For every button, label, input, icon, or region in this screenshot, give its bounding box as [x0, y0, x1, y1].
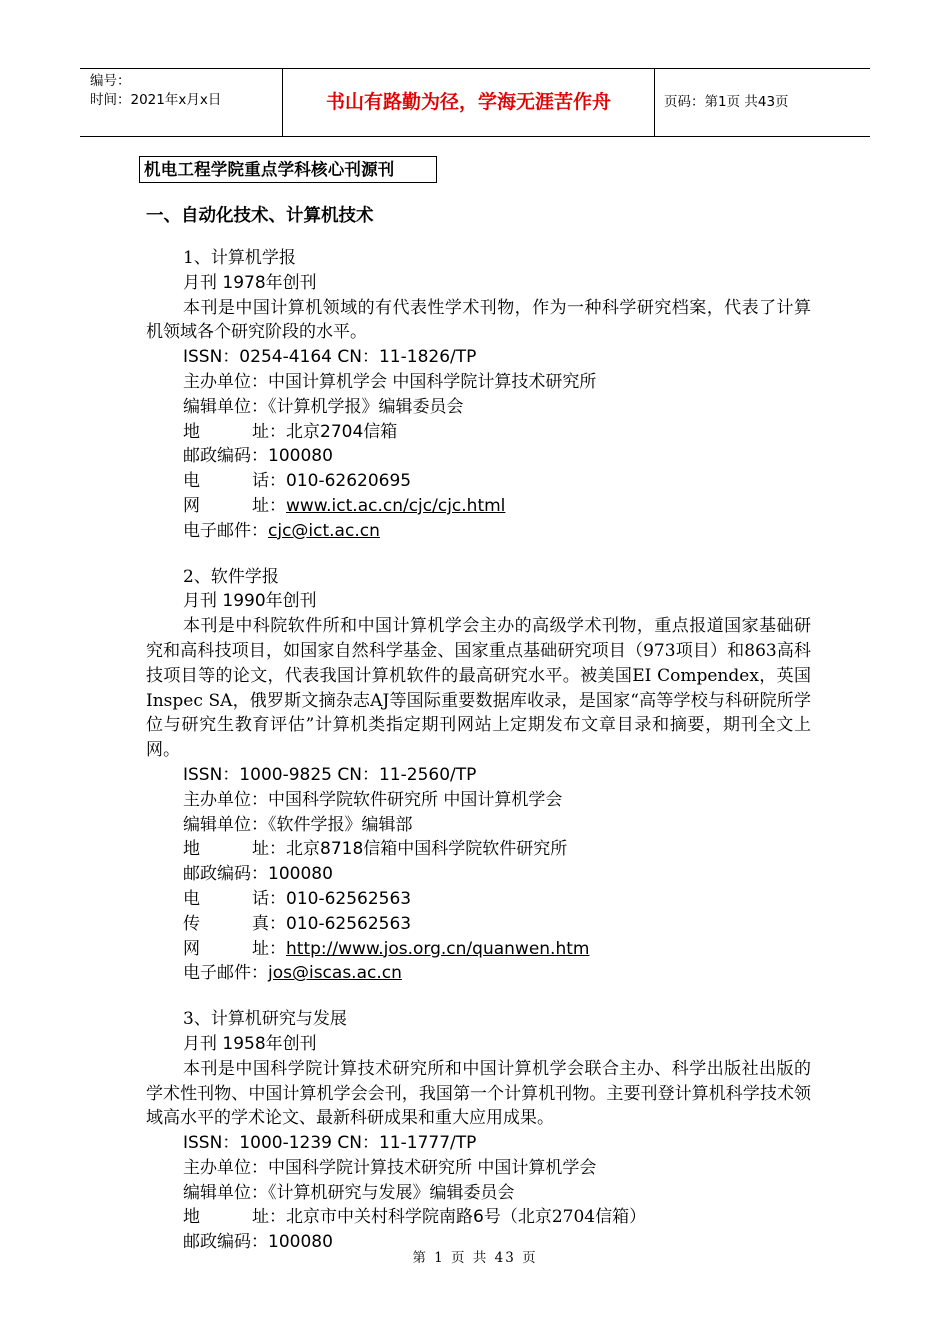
journal-description: 本刊是中国科学院计算技术研究所和中国计算机学会联合主办、科学出版社出版的学术性刊物、中国计算机学会会刊，我国第一个计算机刊物。主要刊登计算机科学技术领域高水平的学术论文、最新科研成果和重大应用成果。	[146, 1058, 811, 1129]
journal-website: 网 址：http://www.jos.org.cn/quanwen.htm	[183, 938, 590, 959]
journal-issn-cn: ISSN：1000-9825 CN：11-2560/TP	[183, 764, 477, 785]
journal-description: 本刊是中国计算机领域的有代表性学术刊物，作为一种科学研究档案，代表了计算机领域各个研究阶段的水平。	[146, 297, 811, 343]
header-motto: 书山有路勤为径，学海无涯苦作舟	[282, 69, 655, 136]
journal-postal: 邮政编码：100080	[183, 446, 333, 467]
journal-host: 主办单位：中国科学院软件研究所 中国计算机学会	[183, 789, 563, 810]
journal-frequency: 月刊 1958年创刊	[183, 1033, 317, 1054]
journal-entry	[146, 565, 811, 987]
journal-host: 主办单位：中国计算机学会 中国科学院计算技术研究所	[183, 371, 597, 392]
page-header	[80, 68, 870, 137]
number-label: 编号：	[90, 73, 131, 89]
journal-description: 本刊是中科院软件所和中国计算机学会主办的高级学术刊物，重点报道国家基础研究和高科技项目，如国家自然科学基金、国家重点基础研究项目（973项目）和863高科技项目等的论文，代表我国计算机软件的最高研究水平。被美国EI Compendex，英国Inspec SA，俄罗斯文摘杂志AJ等国际重要数据库收录，是国家“高等学校与科研院所学位与研究生教育评估”计算机类指定期刊网站上定期发布文章目录和摘要，期刊全文上网。	[146, 616, 811, 761]
journal-entry	[146, 1007, 811, 1255]
website-link[interactable]: http://www.jos.org.cn/quanwen.htm	[286, 938, 590, 959]
section-title: 一、自动化技术、计算机技术	[146, 206, 374, 226]
header-page-info: 页码：第1页 共43页	[664, 94, 789, 110]
header-meta	[80, 69, 282, 136]
time-label: 时间：2021年x月x日	[90, 92, 222, 108]
journal-heading: 2、软件学报	[183, 566, 279, 587]
journal-list	[146, 246, 811, 1276]
journal-entry	[146, 246, 811, 544]
email-link[interactable]: cjc@ict.ac.cn	[268, 520, 380, 541]
journal-email: 电子邮件：cjc@ict.ac.cn	[183, 520, 380, 541]
journal-address: 地 址：北京2704信箱	[183, 421, 398, 442]
journal-address: 地 址：北京市中关村科学院南路6号（北京2704信箱）	[183, 1207, 647, 1228]
journal-editor: 编辑单位：《计算机学报》编辑委员会	[183, 396, 464, 417]
journal-frequency: 月刊 1978年创刊	[183, 272, 317, 293]
journal-frequency: 月刊 1990年创刊	[183, 591, 317, 612]
email-link[interactable]: jos@iscas.ac.cn	[268, 963, 402, 984]
page-footer: 第 1 页 共 43 页	[412, 1250, 538, 1266]
journal-postal: 邮政编码：100080	[183, 1232, 333, 1253]
website-link[interactable]: www.ict.ac.cn/cjc/cjc.html	[286, 495, 506, 516]
journal-tel: 电 话：010-62620695	[183, 471, 412, 492]
journal-editor: 编辑单位：《计算机研究与发展》编辑委员会	[183, 1182, 515, 1203]
journal-website: 网 址：www.ict.ac.cn/cjc/cjc.html	[183, 495, 506, 516]
journal-fax: 传 真：010-62562563	[183, 913, 412, 934]
journal-host: 主办单位：中国科学院计算技术研究所 中国计算机学会	[183, 1157, 597, 1178]
journal-editor: 编辑单位：《软件学报》编辑部	[183, 814, 413, 835]
journal-address: 地 址：北京8718信箱中国科学院软件研究所	[183, 839, 568, 860]
journal-email: 电子邮件：jos@iscas.ac.cn	[183, 963, 402, 984]
journal-heading: 3、计算机研究与发展	[183, 1009, 347, 1030]
journal-heading: 1、计算机学报	[183, 248, 296, 268]
document-title: 机电工程学院重点学科核心刊源刊	[139, 156, 437, 183]
journal-postal: 邮政编码：100080	[183, 864, 333, 885]
journal-issn-cn: ISSN：1000-1239 CN：11-1777/TP	[183, 1133, 477, 1154]
journal-tel: 电 话：010-62562563	[183, 888, 412, 909]
journal-issn-cn: ISSN：0254-4164 CN：11-1826/TP	[183, 347, 477, 368]
